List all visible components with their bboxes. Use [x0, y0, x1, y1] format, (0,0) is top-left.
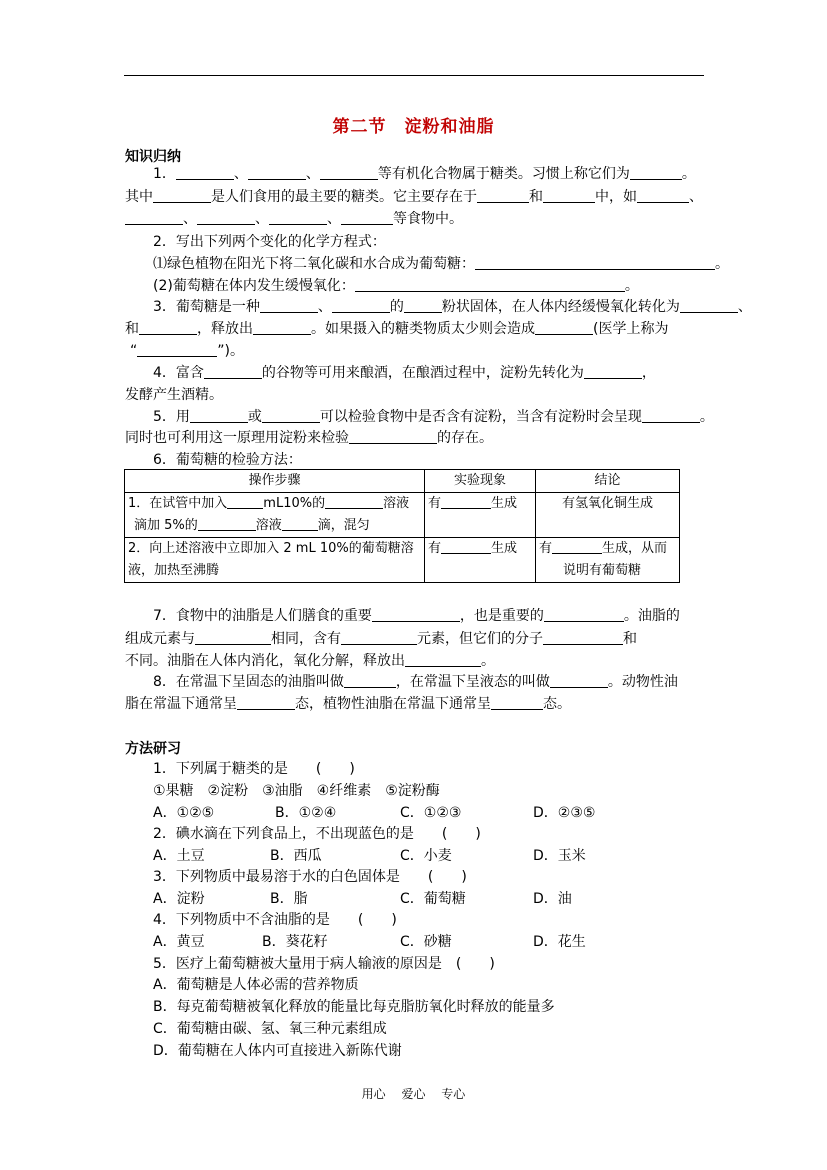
k1-line2: 其中 是人们食用的最主要的糖类。它主要存在于 和 中，如 、	[125, 189, 703, 205]
question-stem: 5．医疗上葡萄糖被大量用于病人输液的原因是 ( )	[153, 956, 495, 972]
table-header: 实验现象	[425, 470, 536, 493]
k3-line3: “ ”)。	[130, 343, 244, 359]
answer-option: B．脂	[270, 891, 308, 907]
page-title: 第二节 淀粉和油脂	[332, 117, 495, 137]
answer-option: C．葡萄糖由碳、氢、氧三种元素组成	[153, 1021, 387, 1037]
table-header-row	[125, 470, 680, 493]
section-heading-knowledge: 知识归纳	[125, 149, 181, 165]
table-header: 结论	[536, 470, 680, 493]
answer-option: C．葡萄糖	[400, 891, 466, 907]
answer-option: C．①②③	[400, 805, 462, 821]
answer-option: C．小麦	[400, 848, 452, 864]
k3-line1: 3．葡萄糖是一种 、 的 粉状固体，在人体内经缓慢氧化转化为 、	[153, 299, 752, 315]
answer-option: A．土豆	[153, 848, 205, 864]
k2-line1: 2．写出下列两个变化的化学方程式：	[153, 234, 386, 250]
table-cell: 有 生成，从而 说明有葡萄糖	[536, 538, 680, 583]
k5-line1: 5．用 或 可以检验食物中是否含有淀粉，当含有淀粉时会呈现 。	[153, 409, 714, 425]
answer-option: B．葵花籽	[262, 934, 328, 950]
k5-line2: 同时也可利用这一原理用淀粉来检验 的存在。	[125, 430, 493, 446]
k2-line2: ⑴绿色植物在阳光下将二氧化碳和水合成为葡萄糖： 。	[153, 256, 729, 272]
question-stem: 3．下列物质中最易溶于水的白色固体是 ( )	[153, 869, 467, 885]
table-row	[125, 538, 680, 583]
table-row	[125, 493, 680, 538]
k1-line3: 、 、 、 等食物中。	[125, 209, 463, 229]
k7-line2: 组成元素与 相同，含有 元素，但它们的分子 和	[125, 631, 637, 647]
answer-option: D．②③⑤	[533, 805, 596, 821]
page-footer: 用心 爱心 专心	[361, 1087, 466, 1101]
section-heading-method: 方法研习	[125, 741, 181, 757]
glucose-test-table	[124, 469, 680, 583]
k6-line1: 6．葡萄糖的检验方法：	[153, 452, 302, 468]
table-cell: 1．在试管中加入 mL10%的 溶液 滴加 5%的 溶液 滴，混匀	[125, 493, 425, 538]
question-stem: 2．碘水滴在下列食品上，不出现蓝色的是 ( )	[153, 826, 481, 842]
table-header: 操作步骤	[125, 470, 425, 493]
k7-line3: 不同。油脂在人体内消化，氧化分解，释放出 。	[125, 653, 495, 669]
question-stem: 1．下列属于糖类的是 ( )	[153, 761, 355, 777]
answer-option: D．花生	[533, 934, 586, 950]
table-cell: 有 生成	[425, 538, 536, 583]
table-cell: 2．向上述溶液中立即加入 2 mL 10%的葡萄糖溶 液，加热至沸腾	[125, 538, 425, 583]
k7-line1: 7．食物中的油脂是人们膳食的重要 ，也是重要的 。油脂的	[153, 608, 680, 624]
answer-option: A．①②⑤	[153, 805, 215, 821]
k8-line2: 脂在常温下通常呈 态，植物性油脂在常温下通常呈 态。	[125, 696, 571, 712]
answer-option: B．①②④	[275, 805, 337, 821]
answer-option: A．黄豆	[153, 934, 205, 950]
answer-option: A．淀粉	[153, 891, 205, 907]
header-rule	[124, 75, 704, 76]
answer-option: D．油	[533, 891, 572, 907]
k4-line1: 4．富含 的谷物等可用来酿酒，在酿酒过程中，淀粉先转化为 ，	[153, 365, 656, 381]
k8-line1: 8．在常温下呈固态的油脂叫做 ，在常温下呈液态的叫做 。动物性油	[153, 674, 678, 690]
table-cell: 有氢氧化铜生成	[536, 493, 680, 538]
answer-option: C．砂糖	[400, 934, 452, 950]
k4-line2: 发酵产生酒精。	[125, 387, 223, 403]
question-items: ①果糖 ②淀粉 ③油脂 ④纤维素 ⑤淀粉酶	[153, 783, 440, 799]
k1-line1: 1． 、 、 等有机化合物属于糖类。习惯上称它们为 。	[153, 166, 696, 182]
answer-option: A．葡萄糖是人体必需的营养物质	[153, 977, 359, 993]
table-cell: 有 生成	[425, 493, 536, 538]
k3-line2: 和 ，释放出 。如果摄入的糖类物质太少则会造成 (医学上称为	[125, 321, 669, 337]
k2-line3: (2)葡萄糖在体内发生缓慢氧化： 。	[153, 278, 639, 294]
answer-option: B．西瓜	[270, 848, 322, 864]
answer-option: D．葡萄糖在人体内可直接进入新陈代谢	[153, 1043, 402, 1059]
question-stem: 4．下列物质中不含油脂的是 ( )	[153, 912, 397, 928]
answer-option: B．每克葡萄糖被氧化释放的能量比每克脂肪氧化时释放的能量多	[153, 999, 555, 1015]
answer-option: D．玉米	[533, 848, 586, 864]
